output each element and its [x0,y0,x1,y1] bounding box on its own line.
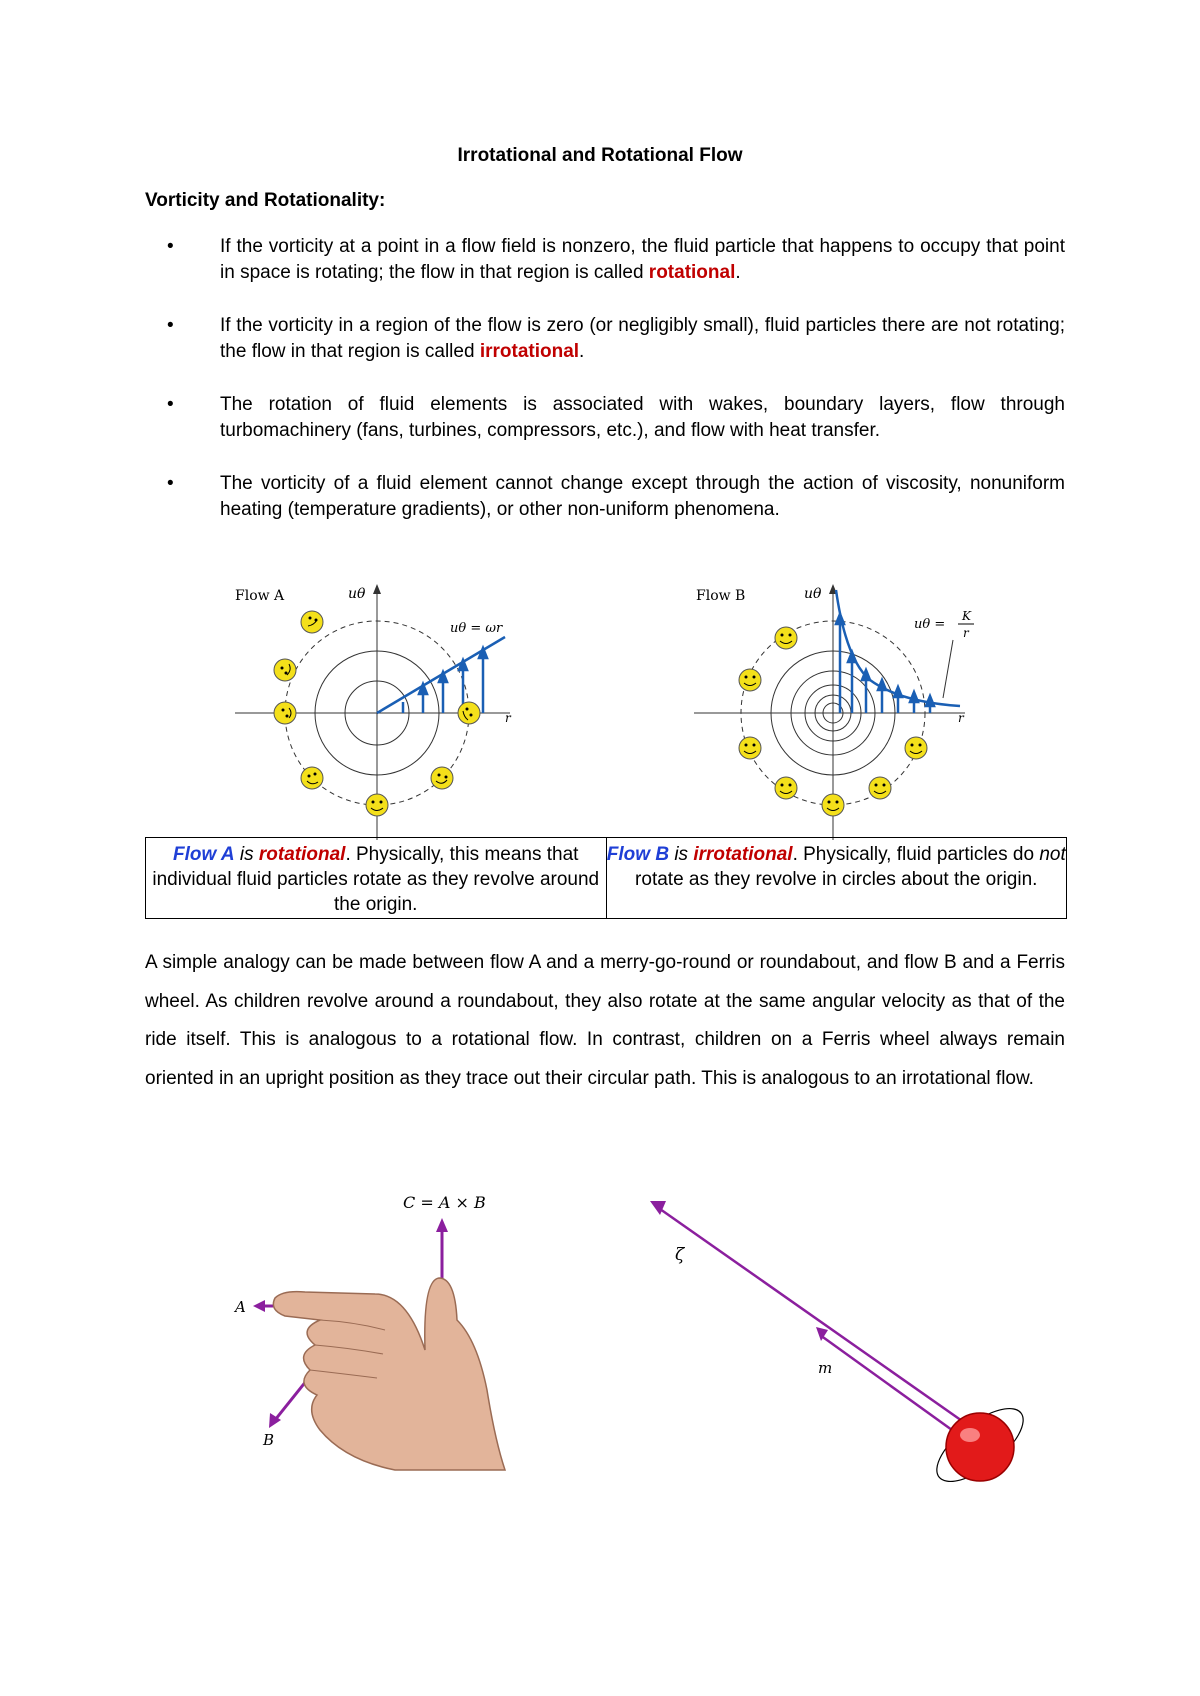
caption-emphasis-not: not [1039,844,1066,865]
smiley-icon [905,737,927,759]
caption-cell-a [146,838,606,918]
caption-cell-b [606,838,1067,918]
flow-b-yaxis-label: uθ [804,586,822,602]
flow-a-diagram [225,580,525,840]
caption-term-irrotational: irrotational [693,844,793,865]
vorticity-sphere-figure [640,1185,1040,1515]
term-rotational: rotational [648,262,736,283]
caption-is: is [669,844,694,865]
hand-illustration [273,1278,505,1470]
caption-table [145,837,1067,919]
bullet-punct: . [735,262,741,283]
smiley-icon [431,767,453,789]
caption-text: . Physically, this means that individual fluid particles rotate as they revolve around the origin. [152,844,600,915]
bullet-item [145,392,1065,444]
caption-text: rotate as they revolve in circles about the origin. [635,869,1038,890]
smiley-icon [366,794,388,816]
bullet-text: If the vorticity in a region of the flow is zero (or negligibly small), fluid particles there are not rotating; the flow in that region is called [220,315,1065,362]
smiley-icon [301,611,323,633]
bullet-item [145,234,1065,286]
flow-a-axis-arrow [373,584,381,594]
zeta-label: ζ [675,1245,685,1265]
flow-a-label: Flow A [235,588,285,604]
vector-b-label: B [263,1431,275,1449]
bullet-text: If the vorticity at a point in a flow field is nonzero, the fluid particle that happens to occupy that point in space is rotating; the flow in that region is called [220,236,1065,283]
vector-a-arrowhead [253,1300,265,1312]
bullet-icon: • [167,315,174,336]
page-title: Irrotational and Rotational Flow [457,145,743,166]
caption-flow-b: Flow B [606,844,670,865]
caption-text: . Physically, fluid particles do [792,844,1040,865]
flow-a-equation: uθ = ωr [450,621,503,636]
smiley-icon [739,669,761,691]
bullet-punct: . [579,341,585,362]
caption-is: is [234,844,259,865]
smiley-icon [869,777,891,799]
smiley-icon [775,627,797,649]
bullet-item [145,471,1065,523]
sphere-highlight [960,1428,980,1442]
bullet-icon: • [167,236,174,257]
spinning-sphere [946,1413,1014,1481]
flow-b-label: Flow B [696,588,746,604]
flow-a-yaxis-label: uθ [348,586,366,602]
section-heading: Vorticity and Rotationality: [145,190,386,211]
vorticity-arrow [660,1209,965,1423]
bullet-icon: • [167,473,174,494]
flow-b-equation-num: K [962,609,971,623]
flow-b-leader-line [943,640,953,698]
bullet-item [145,313,1065,365]
caption-flow-a: Flow A [173,844,235,865]
term-irrotational: irrotational [479,341,580,362]
flow-a-xaxis-label: r [505,711,511,725]
bullet-text: The vorticity of a fluid element cannot change except through the action of viscosity, nonuniform heating (temperature gradients), or other non-uniform phenomena. [220,473,1065,520]
right-hand-rule-figure [225,1170,555,1500]
smiley-icon [301,767,323,789]
flow-b-equation-lhs: uθ = [914,617,946,632]
flow-b-xaxis-label: r [958,711,964,725]
analogy-paragraph: A simple analogy can be made between flow A and a merry-go-round or roundabout, and flow B and a Ferris wheel. As children revolve around a roundabout, they also rotate at the same angular velocity as that of the ride itself. This is analogous to a rotational flow. In contrast, children on a Ferris wheel always remain oriented in an upright position as they trace out their circular path. This is analogous to an irrotational flow. [145,952,1065,1089]
omega-label: m [818,1359,833,1377]
vector-a-label: A [235,1298,246,1316]
smiley-icon [775,777,797,799]
flow-b-equation-den: r [963,626,969,640]
flow-b-diagram [690,580,990,840]
smiley-icon [458,702,480,724]
smiley-icon [274,702,296,724]
angular-velocity-arrow [820,1335,952,1430]
bullet-list [145,234,1065,550]
bullet-text: The rotation of fluid elements is associated with wakes, boundary layers, flow through turbomachinery (fans, turbines, compressors, etc.), and flow with heat transfer. [220,394,1065,441]
smiley-icon [274,659,296,681]
caption-term-rotational: rotational [258,844,346,865]
vector-c-arrowhead [436,1218,448,1232]
smiley-icon [739,737,761,759]
bullet-icon: • [167,394,174,415]
smiley-icon [822,794,844,816]
cross-product-equation: C = A × B [403,1193,486,1212]
